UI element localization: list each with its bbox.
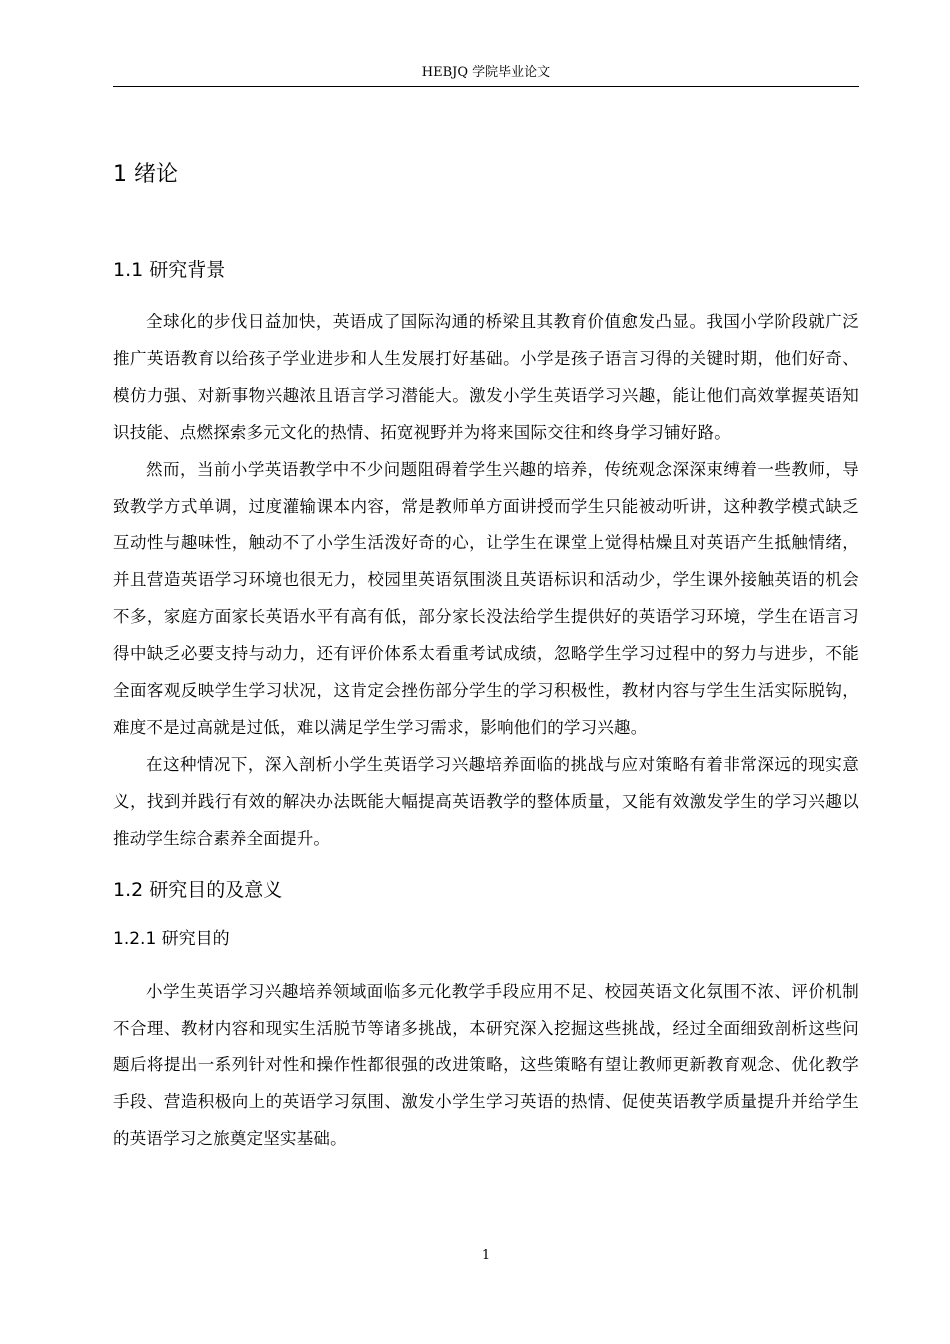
paragraph: 全球化的步伐日益加快，英语成了国际沟通的桥梁且其教育价值愈发凸显。我国小学阶段就广泛推广英语教育以给孩子学业进步和人生发展打好基础。小学是孩子语言习得的关键时期，他们好奇、模仿力强、对新事物兴趣浓且语言学习潜能大。激发小学生英语学习兴趣，能让他们高效掌握英语知识技能、点燃探索多元文化的热情、拓宽视野并为将来国际交往和终身学习铺好路。 xyxy=(113,312,859,442)
paragraph: 小学生英语学习兴趣培养领域面临多元化教学手段应用不足、校园英语文化氛围不浓、评价机制不合理、教材内容和现实生活脱节等诸多挑战，本研究深入挖掘这些挑战，经过全面细致剖析这些问题后将提出一系列针对性和操作性都很强的改进策略，这些策略有望让教师更新教育观念、优化教学手段、营造积极向上的英语学习氛围、激发小学生学习英语的热情、促使英语教学质量提升并给学生的英语学习之旅奠定坚实基础。 xyxy=(113,981,859,1149)
paragraph: 然而，当前小学英语教学中不少问题阻碍着学生兴趣的培养，传统观念深深束缚着一些教师，导致教学方式单调，过度灌输课本内容，常是教师单方面讲授而学生只能被动听讲，这种教学模式缺乏互动性与趣味性，触动不了小学生活泼好奇的心，让学生在课堂上觉得枯燥且对英语产生抵触情绪，并且营造英语学习环境也很无力，校园里英语氛围淡且英语标识和活动少，学生课外接触英语的机会不多，家庭方面家长英语水平有高有低，部分家长没法给学生提供好的英语学习环境，学生在语言习得中缺乏必要支持与动力，还有评价体系太看重考试成绩，忽略学生学习过程中的努力与进步，不能全面客观反映学生学习状况，这肯定会挫伤部分学生的学习积极性，教材内容与学生生活实际脱钩，难度不是过高就是过低，难以满足学生学习需求，影响他们的学习兴趣。 xyxy=(113,459,859,737)
running-header: HEBJQ 学院毕业论文 xyxy=(421,65,551,80)
section-title-1-1: 1.1 研究背景 xyxy=(113,259,226,281)
page-number: 1 xyxy=(481,1248,491,1263)
chapter-title: 1 绪论 xyxy=(113,162,178,187)
section-title-1-2: 1.2 研究目的及意义 xyxy=(113,878,283,901)
header-rule xyxy=(113,86,859,87)
paragraph: 在这种情况下，深入剖析小学生英语学习兴趣培养面临的挑战与应对策略有着非常深远的现实意义，找到并践行有效的解决办法既能大幅提高英语教学的整体质量，又能有效激发学生的学习兴趣以推动学生综合素养全面提升。 xyxy=(113,754,859,848)
page-content xyxy=(113,158,859,1158)
subsection-title-1-2-1: 1.2.1 研究目的 xyxy=(113,928,230,949)
